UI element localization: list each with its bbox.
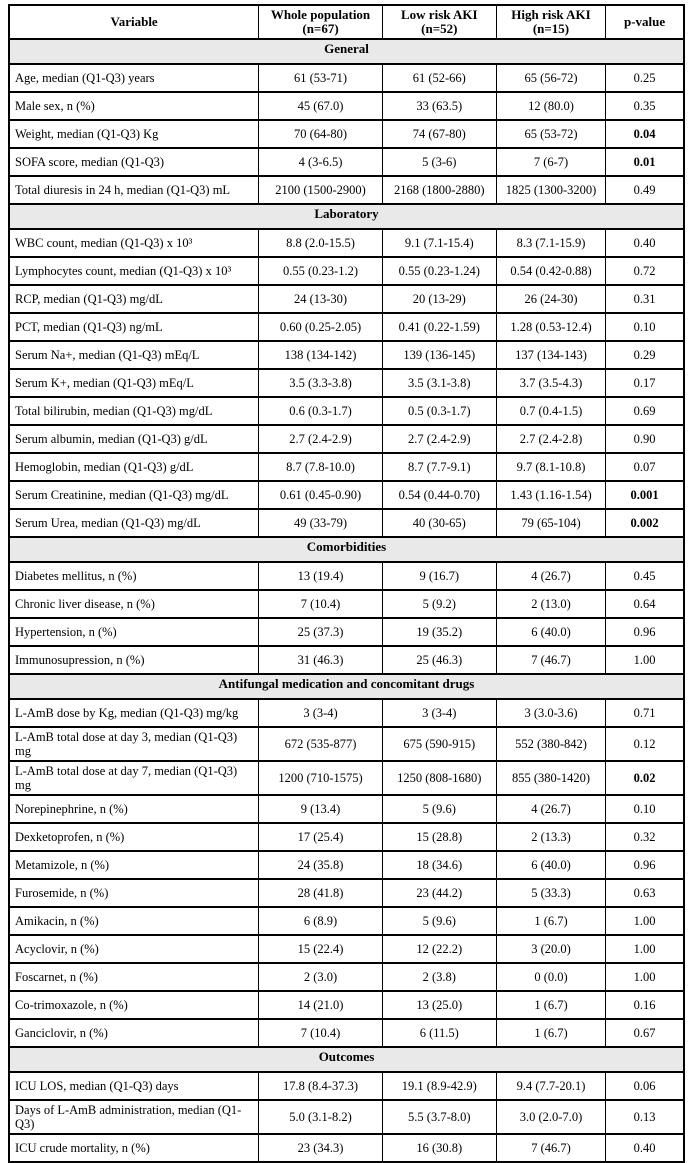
cell-high-risk-aki: 3 (3.0-3.6) bbox=[496, 699, 605, 727]
cell-low-risk-aki: 5 (9.6) bbox=[382, 795, 496, 823]
cell-low-risk-aki: 675 (590-915) bbox=[382, 727, 496, 761]
row-variable: Acyclovir, n (%) bbox=[9, 935, 259, 963]
cell-p-value: 1.00 bbox=[606, 907, 684, 935]
cell-high-risk-aki: 137 (134-143) bbox=[496, 341, 605, 369]
table-row bbox=[9, 907, 684, 935]
row-variable: Serum Urea, median (Q1-Q3) mg/dL bbox=[9, 509, 259, 537]
section-title: Comorbidities bbox=[9, 537, 684, 562]
cell-high-risk-aki: 65 (53-72) bbox=[496, 120, 605, 148]
cell-p-value: 0.96 bbox=[606, 851, 684, 879]
column-sublabel: (n=67) bbox=[302, 21, 339, 36]
cell-high-risk-aki: 0.54 (0.42-0.88) bbox=[496, 257, 605, 285]
cell-low-risk-aki: 5 (9.6) bbox=[382, 907, 496, 935]
cell-p-value: 0.96 bbox=[606, 618, 684, 646]
cell-whole-population: 24 (13-30) bbox=[259, 285, 383, 313]
cell-p-value: 0.13 bbox=[606, 1100, 684, 1134]
row-variable: Age, median (Q1-Q3) years bbox=[9, 64, 259, 92]
cell-whole-population: 0.55 (0.23-1.2) bbox=[259, 257, 383, 285]
table-row bbox=[9, 148, 684, 176]
cell-low-risk-aki: 2 (3.8) bbox=[382, 963, 496, 991]
cell-low-risk-aki: 2.7 (2.4-2.9) bbox=[382, 425, 496, 453]
cell-whole-population: 5.0 (3.1-8.2) bbox=[259, 1100, 383, 1134]
cell-p-value: 0.49 bbox=[606, 176, 684, 204]
table-row bbox=[9, 699, 684, 727]
table-row bbox=[9, 1072, 684, 1100]
cell-high-risk-aki: 26 (24-30) bbox=[496, 285, 605, 313]
row-variable: Norepinephrine, n (%) bbox=[9, 795, 259, 823]
cell-whole-population: 13 (19.4) bbox=[259, 562, 383, 590]
column-header-variable bbox=[9, 5, 259, 39]
table-row bbox=[9, 92, 684, 120]
cell-high-risk-aki: 7 (6-7) bbox=[496, 148, 605, 176]
cell-high-risk-aki: 0.7 (0.4-1.5) bbox=[496, 397, 605, 425]
row-variable: Diabetes mellitus, n (%) bbox=[9, 562, 259, 590]
cell-high-risk-aki: 4 (26.7) bbox=[496, 562, 605, 590]
cell-p-value: 0.07 bbox=[606, 453, 684, 481]
row-variable: Lymphocytes count, median (Q1-Q3) x 10³ bbox=[9, 257, 259, 285]
cell-high-risk-aki: 9.4 (7.7-20.1) bbox=[496, 1072, 605, 1100]
cell-low-risk-aki: 25 (46.3) bbox=[382, 646, 496, 674]
row-variable: Immunosupression, n (%) bbox=[9, 646, 259, 674]
cell-p-value: 0.10 bbox=[606, 313, 684, 341]
table-header bbox=[9, 5, 684, 39]
cell-p-value: 0.67 bbox=[606, 1019, 684, 1047]
cell-whole-population: 9 (13.4) bbox=[259, 795, 383, 823]
table-body bbox=[9, 39, 684, 1162]
row-variable: Total diuresis in 24 h, median (Q1-Q3) mL bbox=[9, 176, 259, 204]
cell-low-risk-aki: 0.55 (0.23-1.24) bbox=[382, 257, 496, 285]
row-variable: L-AmB total dose at day 3, median (Q1-Q3) mg bbox=[9, 727, 259, 761]
cell-low-risk-aki: 19.1 (8.9-42.9) bbox=[382, 1072, 496, 1100]
cell-low-risk-aki: 13 (25.0) bbox=[382, 991, 496, 1019]
row-variable: PCT, median (Q1-Q3) ng/mL bbox=[9, 313, 259, 341]
cell-p-value: 0.25 bbox=[606, 64, 684, 92]
table-row bbox=[9, 453, 684, 481]
cell-high-risk-aki: 6 (40.0) bbox=[496, 851, 605, 879]
row-variable: Hypertension, n (%) bbox=[9, 618, 259, 646]
cell-high-risk-aki: 79 (65-104) bbox=[496, 509, 605, 537]
cell-p-value: 0.40 bbox=[606, 1134, 684, 1162]
section-header-row bbox=[9, 39, 684, 64]
row-variable: Foscarnet, n (%) bbox=[9, 963, 259, 991]
cell-whole-population: 8.7 (7.8-10.0) bbox=[259, 453, 383, 481]
cell-whole-population: 49 (33-79) bbox=[259, 509, 383, 537]
row-variable: Total bilirubin, median (Q1-Q3) mg/dL bbox=[9, 397, 259, 425]
table-row bbox=[9, 425, 684, 453]
cell-whole-population: 2100 (1500-2900) bbox=[259, 176, 383, 204]
table-row bbox=[9, 64, 684, 92]
table-row bbox=[9, 285, 684, 313]
row-variable: Hemoglobin, median (Q1-Q3) g/dL bbox=[9, 453, 259, 481]
cell-high-risk-aki: 1825 (1300-3200) bbox=[496, 176, 605, 204]
table-row bbox=[9, 176, 684, 204]
table-row bbox=[9, 481, 684, 509]
row-variable: RCP, median (Q1-Q3) mg/dL bbox=[9, 285, 259, 313]
cell-low-risk-aki: 33 (63.5) bbox=[382, 92, 496, 120]
cell-low-risk-aki: 20 (13-29) bbox=[382, 285, 496, 313]
row-variable: Dexketoprofen, n (%) bbox=[9, 823, 259, 851]
section-header-row bbox=[9, 537, 684, 562]
cell-low-risk-aki: 19 (35.2) bbox=[382, 618, 496, 646]
cell-high-risk-aki: 1 (6.7) bbox=[496, 991, 605, 1019]
column-header-low_risk_aki bbox=[382, 5, 496, 39]
table-row bbox=[9, 313, 684, 341]
row-variable: Furosemide, n (%) bbox=[9, 879, 259, 907]
cell-low-risk-aki: 12 (22.2) bbox=[382, 935, 496, 963]
cell-low-risk-aki: 0.54 (0.44-0.70) bbox=[382, 481, 496, 509]
cell-whole-population: 14 (21.0) bbox=[259, 991, 383, 1019]
cell-whole-population: 25 (37.3) bbox=[259, 618, 383, 646]
cell-low-risk-aki: 16 (30.8) bbox=[382, 1134, 496, 1162]
section-title: Laboratory bbox=[9, 204, 684, 229]
row-variable: WBC count, median (Q1-Q3) x 10³ bbox=[9, 229, 259, 257]
cell-low-risk-aki: 8.7 (7.7-9.1) bbox=[382, 453, 496, 481]
table-row bbox=[9, 646, 684, 674]
cell-whole-population: 45 (67.0) bbox=[259, 92, 383, 120]
cell-high-risk-aki: 3 (20.0) bbox=[496, 935, 605, 963]
cell-low-risk-aki: 6 (11.5) bbox=[382, 1019, 496, 1047]
table-row bbox=[9, 795, 684, 823]
column-header-whole_population bbox=[259, 5, 383, 39]
cell-p-value: 0.40 bbox=[606, 229, 684, 257]
row-variable: Serum albumin, median (Q1-Q3) g/dL bbox=[9, 425, 259, 453]
cell-whole-population: 61 (53-71) bbox=[259, 64, 383, 92]
cell-high-risk-aki: 3.0 (2.0-7.0) bbox=[496, 1100, 605, 1134]
cell-p-value: 0.72 bbox=[606, 257, 684, 285]
row-variable: Serum Creatinine, median (Q1-Q3) mg/dL bbox=[9, 481, 259, 509]
row-variable: Serum Na+, median (Q1-Q3) mEq/L bbox=[9, 341, 259, 369]
cell-low-risk-aki: 18 (34.6) bbox=[382, 851, 496, 879]
cell-p-value: 0.002 bbox=[606, 509, 684, 537]
cell-whole-population: 1200 (710-1575) bbox=[259, 761, 383, 795]
cell-whole-population: 17.8 (8.4-37.3) bbox=[259, 1072, 383, 1100]
cell-low-risk-aki: 9.1 (7.1-15.4) bbox=[382, 229, 496, 257]
cell-whole-population: 24 (35.8) bbox=[259, 851, 383, 879]
row-variable: Serum K+, median (Q1-Q3) mEq/L bbox=[9, 369, 259, 397]
section-title: Antifungal medication and concomitant drugs bbox=[9, 674, 684, 699]
table-row bbox=[9, 761, 684, 795]
cell-p-value: 0.90 bbox=[606, 425, 684, 453]
cell-high-risk-aki: 1 (6.7) bbox=[496, 1019, 605, 1047]
cell-p-value: 0.64 bbox=[606, 590, 684, 618]
cell-whole-population: 28 (41.8) bbox=[259, 879, 383, 907]
cell-high-risk-aki: 5 (33.3) bbox=[496, 879, 605, 907]
cell-low-risk-aki: 0.5 (0.3-1.7) bbox=[382, 397, 496, 425]
cell-whole-population: 672 (535-877) bbox=[259, 727, 383, 761]
cell-whole-population: 0.60 (0.25-2.05) bbox=[259, 313, 383, 341]
cell-low-risk-aki: 2168 (1800-2880) bbox=[382, 176, 496, 204]
cell-p-value: 0.32 bbox=[606, 823, 684, 851]
cell-p-value: 0.12 bbox=[606, 727, 684, 761]
cell-p-value: 1.00 bbox=[606, 963, 684, 991]
column-sublabel: (n=15) bbox=[532, 21, 570, 36]
cell-low-risk-aki: 0.41 (0.22-1.59) bbox=[382, 313, 496, 341]
cell-low-risk-aki: 23 (44.2) bbox=[382, 879, 496, 907]
cell-p-value: 1.00 bbox=[606, 646, 684, 674]
table-row bbox=[9, 1134, 684, 1162]
cell-high-risk-aki: 1.43 (1.16-1.54) bbox=[496, 481, 605, 509]
table-row bbox=[9, 590, 684, 618]
cell-low-risk-aki: 15 (28.8) bbox=[382, 823, 496, 851]
row-variable: Male sex, n (%) bbox=[9, 92, 259, 120]
cell-p-value: 0.02 bbox=[606, 761, 684, 795]
cell-whole-population: 70 (64-80) bbox=[259, 120, 383, 148]
table-row bbox=[9, 963, 684, 991]
cell-low-risk-aki: 1250 (808-1680) bbox=[382, 761, 496, 795]
table-row bbox=[9, 851, 684, 879]
cell-low-risk-aki: 9 (16.7) bbox=[382, 562, 496, 590]
cell-high-risk-aki: 2.7 (2.4-2.8) bbox=[496, 425, 605, 453]
column-header-p_value bbox=[606, 5, 684, 39]
cell-high-risk-aki: 65 (56-72) bbox=[496, 64, 605, 92]
cell-low-risk-aki: 74 (67-80) bbox=[382, 120, 496, 148]
table-row bbox=[9, 1019, 684, 1047]
cell-high-risk-aki: 8.3 (7.1-15.9) bbox=[496, 229, 605, 257]
table-row bbox=[9, 229, 684, 257]
row-variable: Metamizole, n (%) bbox=[9, 851, 259, 879]
table-row bbox=[9, 879, 684, 907]
table-row bbox=[9, 1100, 684, 1134]
cell-whole-population: 0.61 (0.45-0.90) bbox=[259, 481, 383, 509]
table-row bbox=[9, 562, 684, 590]
row-variable: Amikacin, n (%) bbox=[9, 907, 259, 935]
cell-low-risk-aki: 61 (52-66) bbox=[382, 64, 496, 92]
cell-p-value: 1.00 bbox=[606, 935, 684, 963]
cell-p-value: 0.71 bbox=[606, 699, 684, 727]
cell-p-value: 0.01 bbox=[606, 148, 684, 176]
cell-high-risk-aki: 1.28 (0.53-12.4) bbox=[496, 313, 605, 341]
table-row bbox=[9, 935, 684, 963]
table-row bbox=[9, 397, 684, 425]
patient-characteristics-table bbox=[8, 4, 685, 1163]
cell-p-value: 0.10 bbox=[606, 795, 684, 823]
cell-high-risk-aki: 7 (46.7) bbox=[496, 1134, 605, 1162]
row-variable: L-AmB total dose at day 7, median (Q1-Q3) mg bbox=[9, 761, 259, 795]
cell-high-risk-aki: 12 (80.0) bbox=[496, 92, 605, 120]
table-row bbox=[9, 257, 684, 285]
table-row bbox=[9, 369, 684, 397]
cell-low-risk-aki: 5 (3-6) bbox=[382, 148, 496, 176]
column-label: Low risk AKI bbox=[401, 7, 478, 22]
cell-high-risk-aki: 3.7 (3.5-4.3) bbox=[496, 369, 605, 397]
cell-p-value: 0.29 bbox=[606, 341, 684, 369]
cell-high-risk-aki: 2 (13.0) bbox=[496, 590, 605, 618]
table-row bbox=[9, 823, 684, 851]
cell-whole-population: 6 (8.9) bbox=[259, 907, 383, 935]
column-label: Variable bbox=[110, 14, 158, 29]
cell-whole-population: 4 (3-6.5) bbox=[259, 148, 383, 176]
row-variable: Ganciclovir, n (%) bbox=[9, 1019, 259, 1047]
header-row bbox=[9, 5, 684, 39]
table-row bbox=[9, 618, 684, 646]
section-header-row bbox=[9, 1047, 684, 1072]
cell-low-risk-aki: 139 (136-145) bbox=[382, 341, 496, 369]
cell-high-risk-aki: 1 (6.7) bbox=[496, 907, 605, 935]
row-variable: Co-trimoxazole, n (%) bbox=[9, 991, 259, 1019]
cell-whole-population: 2.7 (2.4-2.9) bbox=[259, 425, 383, 453]
cell-p-value: 0.06 bbox=[606, 1072, 684, 1100]
section-title: General bbox=[9, 39, 684, 64]
cell-whole-population: 7 (10.4) bbox=[259, 590, 383, 618]
cell-whole-population: 15 (22.4) bbox=[259, 935, 383, 963]
row-variable: Weight, median (Q1-Q3) Kg bbox=[9, 120, 259, 148]
cell-p-value: 0.16 bbox=[606, 991, 684, 1019]
cell-high-risk-aki: 2 (13.3) bbox=[496, 823, 605, 851]
cell-whole-population: 138 (134-142) bbox=[259, 341, 383, 369]
cell-high-risk-aki: 6 (40.0) bbox=[496, 618, 605, 646]
cell-whole-population: 23 (34.3) bbox=[259, 1134, 383, 1162]
cell-low-risk-aki: 5.5 (3.7-8.0) bbox=[382, 1100, 496, 1134]
cell-low-risk-aki: 3 (3-4) bbox=[382, 699, 496, 727]
cell-low-risk-aki: 3.5 (3.1-3.8) bbox=[382, 369, 496, 397]
row-variable: L-AmB dose by Kg, median (Q1-Q3) mg/kg bbox=[9, 699, 259, 727]
cell-whole-population: 3.5 (3.3-3.8) bbox=[259, 369, 383, 397]
column-label: p-value bbox=[624, 14, 666, 29]
table-row bbox=[9, 727, 684, 761]
cell-high-risk-aki: 552 (380-842) bbox=[496, 727, 605, 761]
cell-low-risk-aki: 40 (30-65) bbox=[382, 509, 496, 537]
cell-p-value: 0.001 bbox=[606, 481, 684, 509]
cell-p-value: 0.17 bbox=[606, 369, 684, 397]
section-title: Outcomes bbox=[9, 1047, 684, 1072]
cell-low-risk-aki: 5 (9.2) bbox=[382, 590, 496, 618]
cell-high-risk-aki: 4 (26.7) bbox=[496, 795, 605, 823]
cell-high-risk-aki: 7 (46.7) bbox=[496, 646, 605, 674]
cell-whole-population: 3 (3-4) bbox=[259, 699, 383, 727]
cell-whole-population: 17 (25.4) bbox=[259, 823, 383, 851]
row-variable: SOFA score, median (Q1-Q3) bbox=[9, 148, 259, 176]
cell-whole-population: 8.8 (2.0-15.5) bbox=[259, 229, 383, 257]
cell-p-value: 0.63 bbox=[606, 879, 684, 907]
cell-whole-population: 7 (10.4) bbox=[259, 1019, 383, 1047]
cell-p-value: 0.35 bbox=[606, 92, 684, 120]
cell-whole-population: 2 (3.0) bbox=[259, 963, 383, 991]
row-variable: Days of L-AmB administration, median (Q1-Q3) bbox=[9, 1100, 259, 1134]
section-header-row bbox=[9, 204, 684, 229]
column-label: Whole population bbox=[270, 7, 371, 22]
cell-high-risk-aki: 0 (0.0) bbox=[496, 963, 605, 991]
cell-whole-population: 0.6 (0.3-1.7) bbox=[259, 397, 383, 425]
column-sublabel: (n=52) bbox=[421, 21, 458, 36]
section-header-row bbox=[9, 674, 684, 699]
cell-p-value: 0.31 bbox=[606, 285, 684, 313]
row-variable: ICU LOS, median (Q1-Q3) days bbox=[9, 1072, 259, 1100]
column-header-high_risk_aki bbox=[496, 5, 605, 39]
table-row bbox=[9, 991, 684, 1019]
cell-high-risk-aki: 9.7 (8.1-10.8) bbox=[496, 453, 605, 481]
table-row bbox=[9, 341, 684, 369]
cell-p-value: 0.69 bbox=[606, 397, 684, 425]
cell-p-value: 0.04 bbox=[606, 120, 684, 148]
row-variable: ICU crude mortality, n (%) bbox=[9, 1134, 259, 1162]
table-row bbox=[9, 120, 684, 148]
cell-whole-population: 31 (46.3) bbox=[259, 646, 383, 674]
row-variable: Chronic liver disease, n (%) bbox=[9, 590, 259, 618]
column-label: High risk AKI bbox=[511, 7, 591, 22]
cell-p-value: 0.45 bbox=[606, 562, 684, 590]
cell-high-risk-aki: 855 (380-1420) bbox=[496, 761, 605, 795]
table-row bbox=[9, 509, 684, 537]
